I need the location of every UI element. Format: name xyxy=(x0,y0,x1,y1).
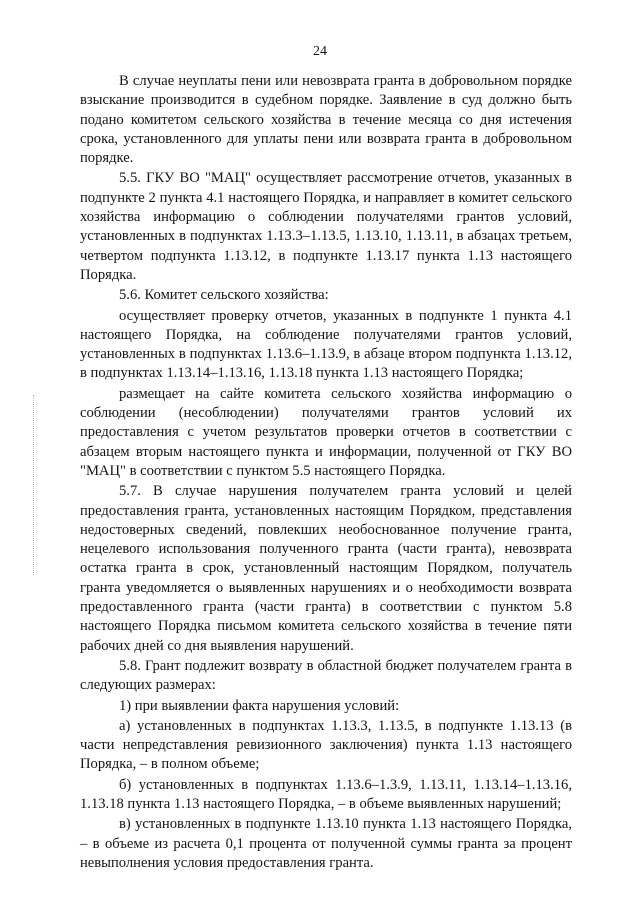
paragraph-5-8-item-1: 1) при выявлении факта нарушения условий: xyxy=(119,697,400,714)
paragraph-5-6-heading: 5.6. Комитет сельского хозяйства: xyxy=(119,287,329,304)
paragraph-5-5: 5.5. ГКУ ВО "МАЦ" осуществляет рассмотрение отчетов, указанных в подпункте 2 пункта 4.1 настоящего Порядка, и направляет в комитет сельского хозяйства информацию о соблюдении получателями грантов условий, установленных в подпунктах 1.13.3–1.13.5, 1.13.10, 1.13.11, в абзацах третьем, четвертом подпункта 1.13.12, в подпункте 1.13.17 пункта 1.13 настоящего Порядка. xyxy=(80,170,572,283)
paragraph-5-8-item-a: а) установленных в подпунктах 1.13.3, 1.13.5, в подпункте 1.13.13 (в части непредставления ревизионного заключения) пункта 1.13 настоящего Порядка, – в полном объеме; xyxy=(80,717,572,773)
paragraph-5-8-item-b: б) установленных в подпунктах 1.13.6–1.3.9, 1.13.11, 1.13.14–1.13.16, 1.13.18 пункта 1.13 настоящего Порядка, – в объеме выявленных нарушений; xyxy=(80,776,572,812)
paragraph-penalty-court: В случае неуплаты пени или невозврата гранта в добровольном порядке взыскание производится в судебном порядке. Заявление в суд должно быть подано комитетом сельского хозяйства в течение месяца со дня истечения срока, установленного для уплаты пени или возврата гранта в добровольном порядке. xyxy=(80,73,572,167)
document-body xyxy=(80,72,572,873)
paragraph-5-8-item-v: в) установленных в подпункте 1.13.10 пункта 1.13 настоящего Порядка, – в объеме из расчета 0,1 процента от полученной суммы гранта за процент невыполнения условия предоставления гранта. xyxy=(80,816,572,871)
paragraph-5-8: 5.8. Грант подлежит возврату в областной бюджет получателем гранта в следующих размерах: xyxy=(80,657,572,694)
paragraph-5-6-check: осуществляет проверку отчетов, указанных в подпункте 1 пункта 4.1 настоящего Порядка, на соблюдение получателями грантов условий, установленных в подпунктах 1.13.6–1.13.9, в абзаце втором подпункта 1.13.12, в подпунктах 1.13.14–1.13.16, 1.13.18 пункта 1.13 настоящего Порядка; xyxy=(80,307,572,382)
page-number: 24 xyxy=(313,44,327,59)
scan-artifact xyxy=(33,395,35,575)
paragraph-5-7: 5.7. В случае нарушения получателем гранта условий и целей предоставления гранта, установленных настоящим Порядком, представления недостоверных сведений, повлекших необоснованное получение гранта, нецелевого использования полученного гранта (части гранта), невозврата остатка гранта в срок, установленный настоящим Порядком, получатель гранта уведомляется о выявленных нарушениях и о необходимости возврата предоставленного гранта (части гранта) в соответствии с пунктом 5.8 настоящего Порядка письмом комитета сельского хозяйства в течение пяти рабочих дней со дня выявления нарушений. xyxy=(80,483,572,654)
paragraph-5-6-publish: размещает на сайте комитета сельского хозяйства информацию о соблюдении (несоблюдении) получателями грантов условий их предоставления с учетом результатов проверки отчетов в соответствии с абзацем вторым настоящего пункта и информации, полученной от ГКУ ВО "МАЦ" в соответствии с пунктом 5.5 настоящего Порядка. xyxy=(80,385,572,479)
